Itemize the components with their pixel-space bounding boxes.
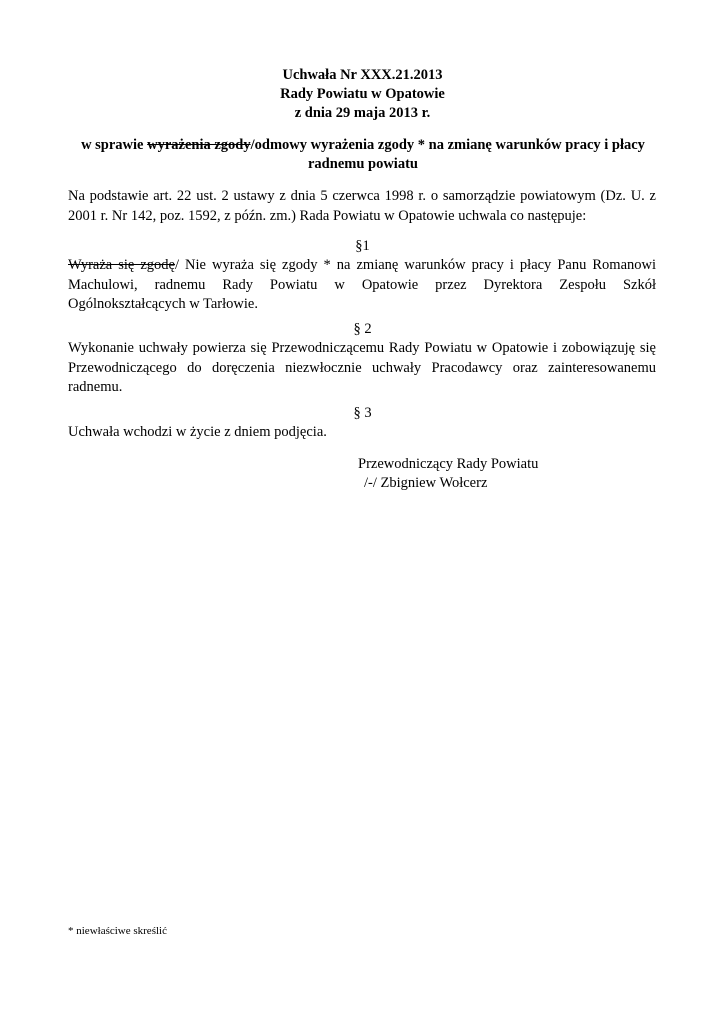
section-1-struck-text: Wyraża się zgodę: [68, 257, 175, 273]
footnote: * niewłaściwe skreślić: [68, 925, 167, 937]
resolution-number: Uchwała Nr XXX.21.2013: [282, 67, 443, 83]
section-1-mark: §1: [355, 238, 370, 254]
section-2-mark: § 2: [353, 321, 372, 337]
subject-struck-text: wyrażenia zgody: [147, 137, 251, 153]
council-name: Rady Powiatu w Opatowie: [280, 86, 445, 102]
subject-text: /odmowy wyrażenia zgody * na zmianę warunków pracy i płacy: [250, 137, 645, 153]
section-1-text: [68, 256, 656, 315]
signatory-role: Przewodniczący Rady Powiatu: [358, 456, 539, 472]
preamble: Na podstawie art. 22 ust. 2 ustawy z dnia 5 czerwca 1998 r. o samorządzie powiatowym (Dz. U. z 2001 r. Nr 142, poz. 1592, z późn. zm.) Rada Powiatu w Opatowie uchwala co następuje:: [68, 188, 656, 224]
signatory-name: /-/ Zbigniew Wołcerz: [364, 475, 488, 491]
resolution-header: [0, 66, 725, 123]
signature-block: [358, 455, 538, 493]
subject-prefix: w sprawie: [81, 137, 148, 153]
subject-line2: radnemu powiatu: [308, 156, 418, 172]
section-3-text: Uchwała wchodzi w życie z dniem podjęcia.: [68, 424, 327, 440]
resolution-subject: [68, 136, 658, 174]
section-1-body: / Nie wyraża się zgody * na zmianę warunków pracy i płacy Panu Romanowi Machulowi, radnemu Rady Powiatu w Opatowie przez Dyrektora Zespołu Szkół Ogólnokształcących w Tarłowie.: [68, 257, 657, 312]
section-2-text: Wykonanie uchwały powierza się Przewodniczącemu Rady Powiatu w Opatowie i zobowiązuję się Przewodniczącego do doręczenia niezwłocznie uchwały Pracodawcy oraz zainteresowanemu radnemu.: [68, 340, 656, 395]
resolution-date: z dnia 29 maja 2013 r.: [294, 105, 431, 121]
section-3-mark: § 3: [353, 405, 372, 421]
